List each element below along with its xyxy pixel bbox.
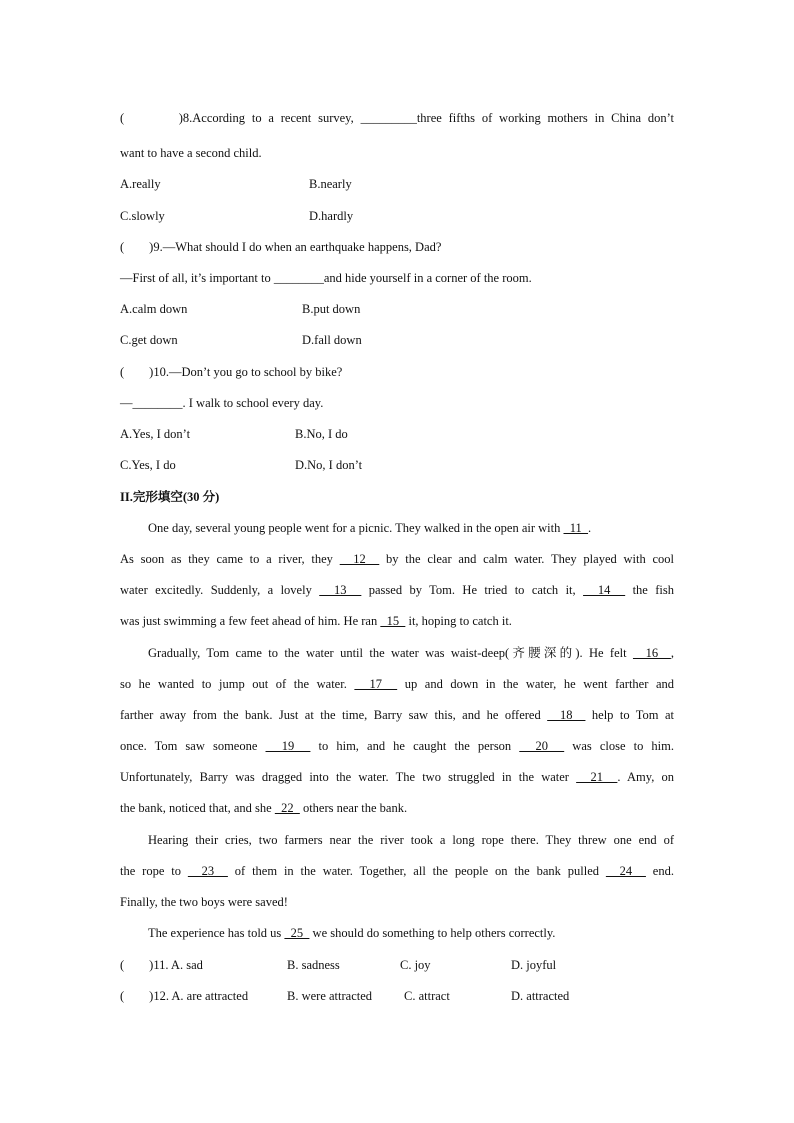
passage-text: the bank, noticed that, and she — [120, 801, 275, 815]
passage-text: end. — [645, 864, 674, 878]
passage-text: . — [588, 521, 592, 535]
passage-p2-line-5 — [120, 769, 674, 785]
q10-option-b: B.No, I do — [295, 427, 348, 441]
q8-blank: _________ — [360, 111, 417, 125]
q9-option-c: C.get down — [120, 333, 178, 347]
q8-option-c: C.slowly — [120, 209, 165, 223]
q8-option-b: B.nearly — [309, 177, 352, 191]
q11-option-a: 11. A. sad — [153, 958, 203, 972]
q10-blank: ________ — [132, 396, 183, 410]
passage-p1-line-4 — [120, 613, 674, 629]
q9-answer-paren[interactable]: ( ) — [120, 240, 154, 254]
q8-stem-line2: want to have a second child. — [120, 146, 262, 160]
passage-text: help to Tom at — [585, 708, 674, 722]
cloze-blank[interactable]: 25 — [284, 926, 310, 940]
passage-p1-line-1 — [148, 520, 674, 536]
q11-line — [120, 957, 203, 973]
q9-option-b: B.put down — [302, 302, 361, 316]
passage-text: the rope to — [120, 864, 188, 878]
passage-text: by the clear and calm water. They played with cool — [379, 552, 675, 566]
passage-p3-line-1 — [148, 832, 674, 848]
passage-text: the fish — [625, 583, 674, 597]
q12-line — [120, 988, 248, 1004]
passage-p2-line-1 — [148, 645, 674, 661]
passage-text: was just swimming a few feet ahead of him. He ran — [120, 614, 381, 628]
cloze-blank[interactable]: 15 — [380, 614, 406, 628]
q9-stem-line1: ( )9.—What should I do when an earthquake happens, Dad? — [120, 240, 442, 254]
q8-option-d: D.hardly — [309, 209, 354, 223]
q10-option-d: D.No, I don’t — [295, 458, 363, 472]
passage-text: Gradually, Tom came to the water until the water was waist-deep(齐腰深的). He felt — [148, 646, 633, 660]
passage-text: water excitedly. Suddenly, a lovely — [120, 583, 320, 597]
passage-p1-line-2 — [120, 551, 674, 567]
passage-text: up and down in the water, he went farther and — [397, 677, 675, 691]
passage-p1-line-3 — [120, 582, 674, 598]
cloze-blank[interactable]: 23 — [187, 864, 228, 878]
passage-text: The experience has told us — [148, 926, 285, 940]
cloze-blank[interactable]: 11 — [563, 521, 589, 535]
cloze-blank[interactable]: 22 — [274, 801, 300, 815]
q11-answer-paren[interactable]: ( ) — [120, 958, 154, 972]
q10-stem-line2: —________. I walk to school every day. — [120, 396, 324, 410]
q9-blank: ________ — [273, 271, 324, 285]
cloze-blank[interactable]: 21 — [576, 770, 618, 784]
cloze-blank[interactable]: 20 — [519, 739, 565, 753]
passage-text: One day, several young people went for a picnic. They walked in the open air with — [148, 521, 564, 535]
q9-option-a: A.calm down — [120, 302, 188, 316]
cloze-blank[interactable]: 17 — [354, 677, 398, 691]
cloze-blank[interactable]: 14 — [583, 583, 626, 597]
q12-answer-paren[interactable]: ( ) — [120, 989, 154, 1003]
q10-stem-line1: ( )10.—Don’t you go to school by bike? — [120, 365, 343, 379]
q12-option-b: B. were attracted — [287, 989, 373, 1003]
q10-option-c: C.Yes, I do — [120, 458, 176, 472]
passage-text: Finally, the two boys were saved! — [120, 895, 288, 909]
q11-option-c: C. joy — [400, 958, 431, 972]
q9-option-d: D.fall down — [302, 333, 362, 347]
cloze-blank[interactable]: 24 — [605, 864, 646, 878]
q12-option-a: 12. A. are attracted — [153, 989, 249, 1003]
passage-p2-line-6 — [120, 800, 674, 816]
cloze-blank[interactable]: 12 — [339, 552, 380, 566]
q12-option-c: C. attract — [404, 989, 450, 1003]
passage-text: it, hoping to catch it. — [405, 614, 512, 628]
passage-text: . Amy, on — [617, 770, 675, 784]
q12-option-d: D. attracted — [511, 989, 570, 1003]
q11-option-d: D. joyful — [511, 958, 557, 972]
q8-answer-paren[interactable]: ( ) — [120, 111, 183, 125]
passage-p3-line-2 — [120, 863, 674, 879]
section-heading: II.完形填空(30 分) — [120, 490, 220, 504]
passage-text: Unfortunately, Barry was dragged into the water. The two struggled in the water — [120, 770, 577, 784]
passage-p2-line-2 — [120, 676, 674, 692]
cloze-blank[interactable]: 18 — [547, 708, 586, 722]
passage-text: passed by Tom. He tried to catch it, — [361, 583, 584, 597]
q9-stem-line2: —First of all, it’s important to ________and hide yourself in a corner of the room. — [120, 271, 532, 285]
passage-text: others near the bank. — [299, 801, 408, 815]
passage-p4-line-1 — [148, 925, 674, 941]
q10-answer-paren[interactable]: ( ) — [120, 365, 154, 379]
cloze-blank[interactable]: 16 — [632, 646, 671, 660]
q10-option-a: A.Yes, I don’t — [120, 427, 191, 441]
q11-option-b: B. sadness — [287, 958, 340, 972]
passage-text: , — [670, 646, 675, 660]
passage-text: once. Tom saw someone — [120, 739, 266, 753]
passage-text: Hearing their cries, two farmers near the river took a long rope there. They threw one end of — [148, 833, 674, 847]
passage-p2-line-4 — [120, 738, 674, 754]
passage-text: so he wanted to jump out of the water. — [120, 677, 355, 691]
passage-text: was close to him. — [564, 739, 675, 753]
q8-stem-line1: ( )8.According to a recent survey, _________three fifths of working mothers in China don’t — [120, 111, 674, 125]
passage-text: to him, and he caught the person — [310, 739, 520, 753]
passage-p3-line-3 — [120, 894, 674, 910]
q8-option-a: A.really — [120, 177, 161, 191]
passage-text: we should do something to help others correctly. — [309, 926, 556, 940]
passage-text: As soon as they came to a river, they — [120, 552, 340, 566]
cloze-blank[interactable]: 13 — [319, 583, 362, 597]
passage-p2-line-3 — [120, 707, 674, 723]
passage-text: farther away from the bank. Just at the time, Barry saw this, and he offered — [120, 708, 548, 722]
cloze-blank[interactable]: 19 — [265, 739, 311, 753]
passage-text: of them in the water. Together, all the people on the bank pulled — [227, 864, 606, 878]
